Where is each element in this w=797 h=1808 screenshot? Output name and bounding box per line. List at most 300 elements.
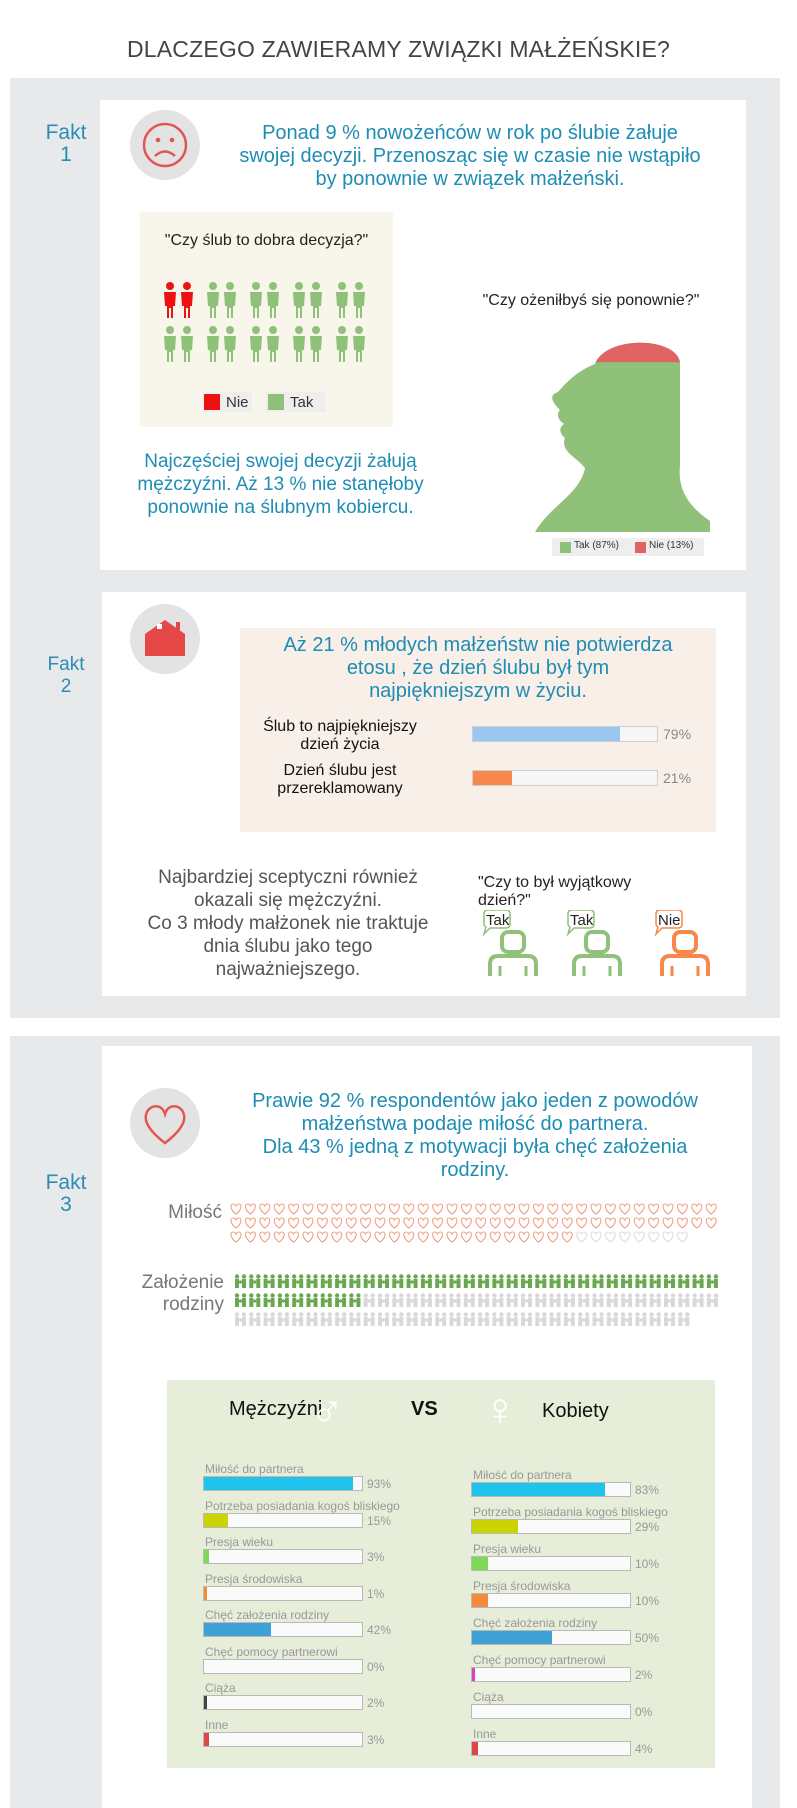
heart-mark — [418, 1232, 428, 1242]
family-mark — [421, 1312, 432, 1326]
heart-mark — [605, 1204, 615, 1214]
family-mark — [263, 1312, 274, 1326]
family-mark — [321, 1274, 332, 1288]
fact2-icon-circle — [130, 604, 200, 674]
family-mark — [321, 1293, 332, 1307]
heart-mark — [663, 1232, 673, 1242]
male-symbol-icon: ♂ — [310, 1385, 345, 1437]
person-icon — [480, 910, 542, 980]
family-mark — [392, 1293, 403, 1307]
vs-bar-track — [471, 1667, 631, 1682]
legend-swatch — [204, 394, 220, 410]
heart-mark — [245, 1204, 255, 1214]
person-icon — [652, 910, 714, 980]
vs-value-label: 0% — [367, 1659, 385, 1674]
family-mark — [249, 1274, 260, 1288]
family-mark — [449, 1312, 460, 1326]
vs-category-label: Potrzeba posiadania kogoś bliskiego — [205, 1498, 400, 1513]
vs-bar-track — [203, 1549, 363, 1564]
vs-bar-fill — [472, 1483, 605, 1496]
fact1-lead-line: swojej decyzji. Przenosząc się w czasie nie wstąpiło — [239, 145, 701, 167]
vs-bar-track — [203, 1586, 363, 1601]
family-mark — [378, 1274, 389, 1288]
family-mark — [435, 1293, 446, 1307]
family-mark — [621, 1293, 632, 1307]
family-mark — [306, 1274, 317, 1288]
vs-value-label: 3% — [367, 1732, 385, 1747]
heart-mark — [303, 1218, 313, 1228]
heart-mark — [332, 1204, 342, 1214]
female-symbol-icon: ♀ — [483, 1383, 518, 1435]
family-mark — [364, 1312, 375, 1326]
family-mark — [478, 1312, 489, 1326]
heart-mark — [260, 1218, 270, 1228]
vs-category-label: Chęć pomocy partnerowi — [205, 1644, 338, 1659]
heart-mark — [476, 1232, 486, 1242]
vs-value-label: 1% — [367, 1586, 385, 1601]
heart-mark — [634, 1232, 644, 1242]
fact1-icon-circle — [130, 110, 200, 180]
vs-category-label: Presja środowiska — [473, 1579, 571, 1593]
heart-mark — [418, 1218, 428, 1228]
family-mark — [635, 1312, 646, 1326]
family-mark — [549, 1293, 560, 1307]
bar-category-label: Dzień ślubu jest przereklamowany — [277, 762, 403, 797]
person-answer-label: Tak — [486, 912, 510, 929]
family-mark — [664, 1274, 675, 1288]
heart-mark — [706, 1218, 716, 1228]
heart-mark — [289, 1204, 299, 1214]
fact2-label-word: Fakt — [47, 654, 85, 675]
family-mark — [449, 1274, 460, 1288]
fact2-note-line: Najbardziej sceptyczni również — [158, 867, 418, 888]
fact3-lead-line: Dla 43 % jedną z motywacji była chęć założenia — [262, 1136, 688, 1158]
heart-mark — [692, 1204, 702, 1214]
heart-mark — [519, 1218, 529, 1228]
heart-mark — [663, 1218, 673, 1228]
heart-mark — [533, 1204, 543, 1214]
family-mark — [249, 1293, 260, 1307]
family-mark — [292, 1312, 303, 1326]
family-mark — [406, 1312, 417, 1326]
vs-category-label: Chęć pomocy partnerowi — [473, 1653, 606, 1667]
family-mark — [306, 1293, 317, 1307]
vs-category-label: Presja środowiska — [205, 1571, 303, 1586]
heart-mark — [548, 1232, 558, 1242]
family-mark — [507, 1274, 518, 1288]
person-answer-label: Tak — [570, 912, 594, 929]
heart-mark — [562, 1218, 572, 1228]
heart-mark — [346, 1232, 356, 1242]
heart-mark — [533, 1232, 543, 1242]
page-title: DLACZEGO ZAWIERAMY ZWIĄZKI MAŁŻEŃSKIE? — [126, 36, 671, 62]
family-mark — [535, 1312, 546, 1326]
couple-icon — [293, 282, 322, 318]
heart-mark — [303, 1204, 313, 1214]
heart-mark — [562, 1204, 572, 1214]
vs-bar-fill — [472, 1520, 518, 1533]
fact2-note-line: najważniejszego. — [215, 959, 361, 980]
fact1-label — [26, 122, 106, 166]
fact3-label-number: 3 — [60, 1193, 72, 1216]
heart-mark — [231, 1232, 241, 1242]
family-mark — [235, 1312, 246, 1326]
heart-mark — [476, 1218, 486, 1228]
family-label-line: Założenie — [141, 1272, 224, 1293]
family-mark — [621, 1274, 632, 1288]
vs-bar-track — [471, 1741, 631, 1756]
heart-mark — [245, 1232, 255, 1242]
fact1-lead — [200, 122, 740, 191]
heart-mark — [519, 1204, 529, 1214]
vs-category-label: Ciąża — [473, 1690, 504, 1704]
heart-mark — [490, 1232, 500, 1242]
heart-mark — [317, 1232, 327, 1242]
heart-mark — [620, 1232, 630, 1242]
bar-track — [472, 770, 658, 786]
family-mark — [549, 1312, 560, 1326]
heart-mark — [533, 1218, 543, 1228]
family-mark — [421, 1293, 432, 1307]
vs-box — [167, 1380, 715, 1768]
heart-mark — [649, 1204, 659, 1214]
family-mark — [235, 1274, 246, 1288]
heart-mark — [620, 1218, 630, 1228]
fact2-lead-line: najpiękniejszym w życiu. — [369, 680, 587, 702]
family-mark — [621, 1312, 632, 1326]
couple-icon — [293, 326, 322, 362]
vs-category-label: Chęć założenia rodziny — [205, 1608, 330, 1622]
vs-bar-fill — [204, 1550, 209, 1563]
house-icon — [130, 604, 200, 674]
family-mark — [349, 1293, 360, 1307]
heart-mark — [605, 1218, 615, 1228]
bar-value-label: 21% — [663, 770, 692, 786]
family-mark — [263, 1293, 274, 1307]
fact2-note-line: dnia ślubu jako tego — [203, 936, 373, 957]
vs-value-label: 0% — [635, 1705, 653, 1719]
family-mark — [521, 1293, 532, 1307]
vs-bar-track — [203, 1659, 363, 1674]
heart-mark — [389, 1232, 399, 1242]
pictogram-title: "Czy ślub to dobra decyzja?" — [164, 232, 369, 249]
family-mark — [292, 1274, 303, 1288]
heart-mark — [303, 1232, 313, 1242]
vs-bar-track — [203, 1695, 363, 1710]
fact1-label-word: Fakt — [45, 121, 87, 144]
vs-bar-fill — [472, 1594, 488, 1607]
vs-label: VS — [411, 1398, 438, 1420]
vs-value-label: 4% — [635, 1742, 653, 1756]
heart-mark — [260, 1204, 270, 1214]
heart-mark — [548, 1218, 558, 1228]
fact2-lead-line: etosu , że dzień ślubu był tym — [346, 657, 610, 679]
heart-mark — [692, 1218, 702, 1228]
family-mark — [406, 1274, 417, 1288]
fact3-label — [26, 1172, 106, 1216]
vs-value-label: 93% — [367, 1477, 392, 1491]
family-mark — [592, 1274, 603, 1288]
family-mark — [578, 1312, 589, 1326]
vs-value-label: 3% — [367, 1550, 385, 1564]
family-label — [120, 1272, 224, 1316]
family-mark — [692, 1274, 703, 1288]
fact2-question-line: dzień?" — [478, 892, 531, 909]
fact2-label — [26, 654, 106, 698]
vs-value-label: 50% — [635, 1631, 660, 1645]
heart-mark — [548, 1204, 558, 1214]
head-legend-nie: Nie (13%) — [649, 540, 694, 551]
fact1-note — [118, 450, 443, 519]
fact1-lead-line: by ponownie w związek małżeński. — [315, 168, 625, 190]
bar-category-label: Ślub to najpiękniejszy dzień życia — [263, 718, 417, 753]
vs-bar-track — [203, 1622, 363, 1637]
couple-icon — [250, 326, 279, 362]
heart-mark — [505, 1218, 515, 1228]
heart-mark — [447, 1218, 457, 1228]
vs-bar-fill — [472, 1668, 475, 1681]
family-mark — [406, 1293, 417, 1307]
family-mark — [349, 1274, 360, 1288]
heart-mark — [461, 1204, 471, 1214]
vs-category-label: Inne — [473, 1727, 497, 1741]
heart-mark — [274, 1204, 284, 1214]
heart-mark — [490, 1218, 500, 1228]
family-mark — [449, 1293, 460, 1307]
vs-value-label: 29% — [635, 1520, 660, 1534]
heart-mark — [433, 1204, 443, 1214]
family-mark — [278, 1312, 289, 1326]
vs-bar-fill — [472, 1557, 488, 1570]
vs-value-label: 15% — [367, 1513, 392, 1528]
legend-tak-label: Tak — [290, 394, 314, 411]
family-mark — [592, 1312, 603, 1326]
family-label-line: rodziny — [162, 1294, 224, 1315]
fact1-label-number: 1 — [60, 143, 72, 166]
bar-fill — [473, 727, 620, 741]
fact1-note-line: ponownie na ślubnym kobiercu. — [147, 497, 414, 518]
couple-icon — [164, 326, 193, 362]
heart-mark — [274, 1218, 284, 1228]
heart-mark — [289, 1232, 299, 1242]
family-mark — [678, 1293, 689, 1307]
fact2-question — [478, 874, 678, 910]
heart-mark — [404, 1232, 414, 1242]
family-mark — [607, 1312, 618, 1326]
head-legend — [552, 538, 704, 556]
heart-mark — [404, 1218, 414, 1228]
heart-mark — [577, 1204, 587, 1214]
fact3-lead-line: rodziny. — [440, 1159, 510, 1181]
family-mark — [278, 1293, 289, 1307]
heart-mark — [591, 1218, 601, 1228]
family-mark — [578, 1274, 589, 1288]
vs-value-label: 83% — [635, 1483, 660, 1497]
heart-icon — [130, 1088, 200, 1158]
couple-icon — [164, 282, 193, 318]
heart-mark — [620, 1204, 630, 1214]
heart-mark — [375, 1218, 385, 1228]
family-mark — [478, 1293, 489, 1307]
vs-bar-track — [203, 1476, 363, 1491]
family-mark — [392, 1274, 403, 1288]
family-mark — [249, 1312, 260, 1326]
couple-icon — [207, 326, 236, 362]
heart-mark — [231, 1204, 241, 1214]
vs-bar-fill — [472, 1742, 478, 1755]
fact2-note-line: okazali się mężczyźni. — [194, 890, 382, 911]
family-mark — [292, 1293, 303, 1307]
heart-mark — [346, 1204, 356, 1214]
fact2-lead — [240, 634, 716, 703]
family-mark — [349, 1312, 360, 1326]
head-tak-area — [530, 336, 710, 534]
vs-value-label: 10% — [635, 1557, 660, 1571]
bar-fill — [473, 771, 512, 785]
fact2-question-line: "Czy to był wyjątkowy — [478, 874, 632, 891]
heart-mark — [591, 1232, 601, 1242]
heart-mark — [361, 1204, 371, 1214]
vs-category-label: Potrzeba posiadania kogoś bliskiego — [473, 1505, 668, 1519]
family-mark — [335, 1274, 346, 1288]
family-mark — [321, 1312, 332, 1326]
family-mark — [507, 1293, 518, 1307]
vs-value-label: 42% — [367, 1623, 392, 1637]
family-mark — [306, 1312, 317, 1326]
fact3-label-word: Fakt — [45, 1171, 87, 1194]
fact3-lead-line: małżeństwa podaje miłość do partnera. — [301, 1113, 649, 1135]
family-mark — [678, 1274, 689, 1288]
legend-nie-label: Nie — [226, 394, 249, 411]
family-mark — [392, 1312, 403, 1326]
women-label: Kobiety — [542, 1400, 609, 1422]
vs-category-label: Miłość do partnera — [473, 1468, 572, 1482]
family-mark — [335, 1312, 346, 1326]
heart-mark — [332, 1232, 342, 1242]
heart-mark — [418, 1204, 428, 1214]
heart-mark — [433, 1218, 443, 1228]
legend-tak — [266, 392, 326, 412]
family-mark — [378, 1293, 389, 1307]
family-mark — [464, 1312, 475, 1326]
vs-bar-fill — [472, 1631, 552, 1644]
fact1-lead-line: Ponad 9 % nowożeńców w rok po ślubie żałuje — [262, 122, 678, 144]
heart-mark — [591, 1204, 601, 1214]
vs-bar-fill — [204, 1587, 207, 1600]
heart-mark — [317, 1218, 327, 1228]
couple-icon — [250, 282, 279, 318]
fact3-lead — [210, 1090, 740, 1182]
vs-bar-track — [471, 1482, 631, 1497]
family-mark — [263, 1274, 274, 1288]
family-mark — [664, 1312, 675, 1326]
family-mark — [335, 1293, 346, 1307]
legend-swatch — [268, 394, 284, 410]
heart-mark — [346, 1218, 356, 1228]
heart-mark — [562, 1232, 572, 1242]
family-mark — [435, 1274, 446, 1288]
vs-bar-fill — [204, 1477, 353, 1490]
family-mark — [435, 1312, 446, 1326]
heart-mark — [375, 1232, 385, 1242]
vs-category-label: Presja wieku — [205, 1535, 274, 1549]
fact3-lead-line: Prawie 92 % respondentów jako jeden z powodów — [252, 1090, 698, 1112]
vs-value-label: 2% — [635, 1668, 653, 1682]
family-mark — [492, 1293, 503, 1307]
vs-bar-fill — [204, 1623, 271, 1636]
family-mark — [364, 1274, 375, 1288]
heart-mark — [332, 1218, 342, 1228]
fact3-icon-circle — [130, 1088, 200, 1158]
family-mark — [535, 1274, 546, 1288]
vs-category-label: Presja wieku — [473, 1542, 542, 1556]
head-profile-chart — [530, 336, 710, 534]
family-mark — [549, 1274, 560, 1288]
family-mark — [692, 1293, 703, 1307]
heart-mark — [677, 1218, 687, 1228]
heart-mark — [404, 1204, 414, 1214]
legend-nie — [202, 392, 252, 412]
fact2-note — [118, 866, 458, 981]
couple-icon — [336, 282, 365, 318]
heart-mark — [490, 1204, 500, 1214]
family-mark — [607, 1293, 618, 1307]
love-label: Miłość — [168, 1202, 222, 1223]
heart-mark — [260, 1232, 270, 1242]
family-mark — [635, 1274, 646, 1288]
family-mark — [492, 1312, 503, 1326]
heart-mark — [505, 1204, 515, 1214]
couple-icon — [336, 326, 365, 362]
heart-mark — [361, 1232, 371, 1242]
fact2-chart-box — [240, 628, 716, 832]
family-mark — [650, 1312, 661, 1326]
family-mark — [521, 1274, 532, 1288]
family-mark — [507, 1312, 518, 1326]
heart-mark — [634, 1204, 644, 1214]
family-mark — [564, 1293, 575, 1307]
family-mark — [492, 1274, 503, 1288]
heart-mark — [361, 1218, 371, 1228]
heart-mark — [505, 1232, 515, 1242]
fact2-label-number: 2 — [60, 676, 72, 697]
family-mark — [635, 1293, 646, 1307]
vs-bar-fill — [204, 1696, 207, 1709]
family-mark — [578, 1293, 589, 1307]
heart-mark — [245, 1218, 255, 1228]
heart-mark — [677, 1232, 687, 1242]
heart-mark — [649, 1218, 659, 1228]
heart-mark — [677, 1204, 687, 1214]
vs-value-label: 2% — [367, 1696, 385, 1710]
fact2-lead-line: Aż 21 % młodych małżeństw nie potwierdza — [283, 634, 673, 656]
family-mark — [650, 1293, 661, 1307]
sad-face-icon — [130, 110, 200, 180]
legend-swatch — [560, 542, 571, 553]
men-label: Mężczyźni — [229, 1398, 323, 1420]
person-answer-label: Nie — [658, 912, 681, 929]
legend-swatch — [635, 542, 646, 553]
fact2-note-line: Co 3 młody małżonek nie traktuje — [147, 913, 429, 934]
couple-icon — [207, 282, 236, 318]
heart-mark — [577, 1218, 587, 1228]
vs-bar-track — [471, 1556, 631, 1571]
heart-mark — [317, 1204, 327, 1214]
family-mark — [378, 1312, 389, 1326]
heart-mark — [634, 1218, 644, 1228]
heart-mark — [461, 1232, 471, 1242]
vs-bar-track — [203, 1732, 363, 1747]
